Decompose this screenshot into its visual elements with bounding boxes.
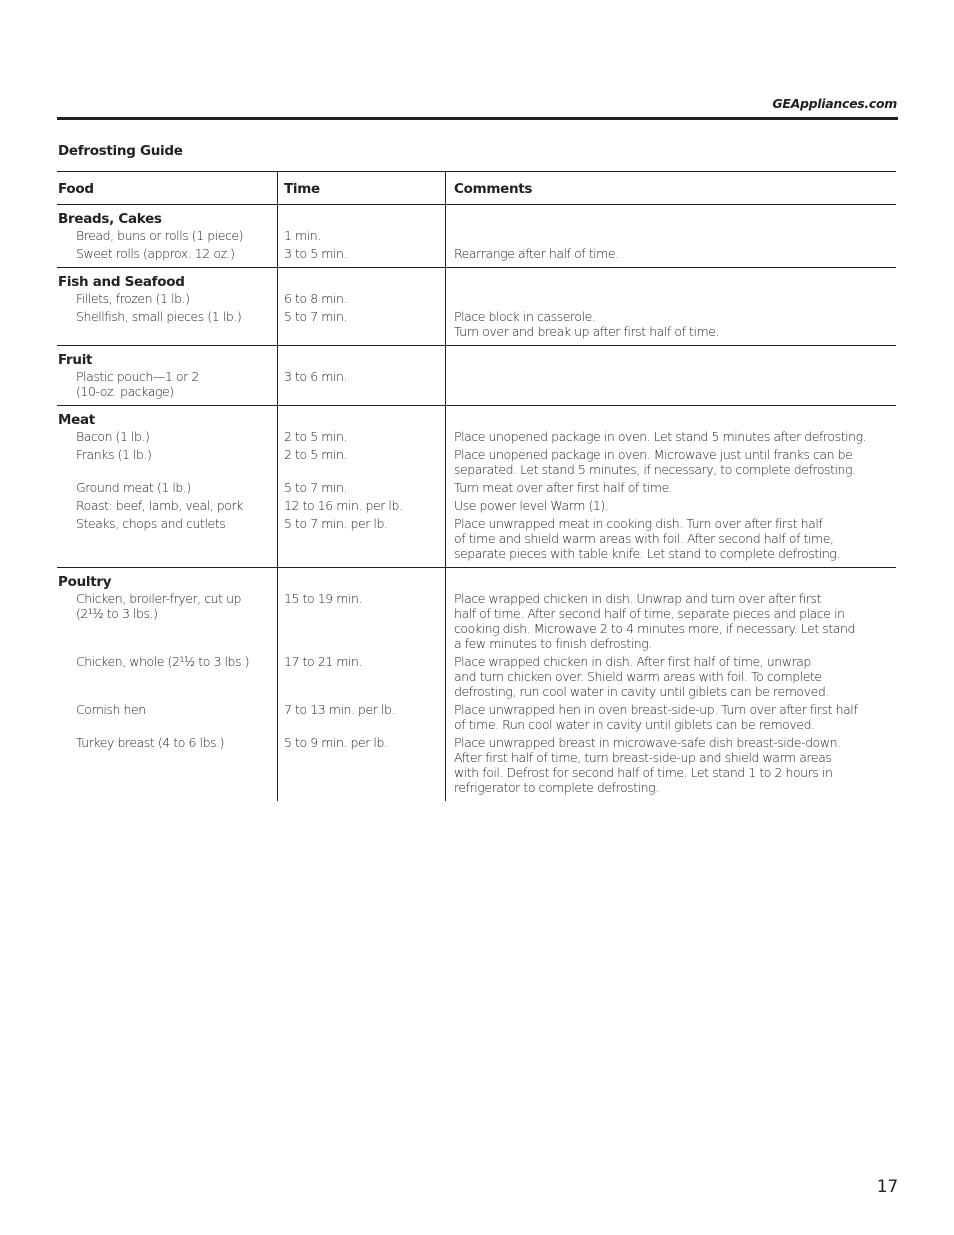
food-line: Roast: beef, lamb, veal, pork <box>76 498 243 513</box>
category-spacer <box>284 411 445 429</box>
time-line <box>284 462 445 477</box>
table-section <box>57 568 896 801</box>
food-line <box>76 750 277 765</box>
page-number: 17 <box>876 1177 898 1197</box>
food-item <box>58 702 277 732</box>
category-spacer <box>454 411 896 429</box>
category-spacer <box>284 351 445 369</box>
comments-cell <box>445 568 896 801</box>
food-item <box>58 291 277 306</box>
comment-line: After first half of time, turn breast-side-up and shield warm areas <box>454 750 832 765</box>
comment-item <box>454 291 896 306</box>
comment-line: Use power level Warm (1). <box>454 498 609 513</box>
time-line <box>284 750 445 765</box>
comment-item <box>454 702 896 732</box>
time-cell <box>277 346 445 405</box>
time-line <box>284 546 445 561</box>
comment-line: Place unopened package in oven. Microwave just until franks can be <box>454 447 853 462</box>
category-spacer <box>454 573 896 591</box>
time-line <box>284 717 445 732</box>
food-line <box>76 531 277 546</box>
food-line: (2¹¹⁄₂ to 3 lbs.) <box>76 606 158 621</box>
comment-item <box>454 447 896 477</box>
time-line: 6 to 8 min. <box>284 291 347 306</box>
category-label: Meat <box>58 412 95 428</box>
food-item <box>58 516 277 561</box>
food-column-header: Food <box>58 181 94 197</box>
comment-line: Rearrange after half of time. <box>454 246 619 261</box>
food-line: Chicken, whole (2¹¹⁄₂ to 3 lbs.) <box>76 654 250 669</box>
defrosting-table <box>57 171 896 801</box>
time-column-header: Time <box>277 172 445 204</box>
comment-line: Place block in casserole. <box>454 309 596 324</box>
table-section <box>57 268 896 346</box>
comment-line: half of time. After second half of time, separate pieces and place in <box>454 606 845 621</box>
comment-line: Place unopened package in oven. Let stand 5 minutes after defrosting. <box>454 429 867 444</box>
time-line: 17 to 21 min. <box>284 654 362 669</box>
food-line: Bacon (1 lb.) <box>76 429 150 444</box>
food-line: Steaks, chops and cutlets <box>76 516 226 531</box>
time-item <box>284 447 445 477</box>
time-cell <box>277 406 445 567</box>
time-cell <box>277 268 445 345</box>
time-line <box>284 636 445 651</box>
comment-line: Place unwrapped hen in oven breast-side-up. Turn over after first half <box>454 702 858 717</box>
time-line: 2 to 5 min. <box>284 447 347 462</box>
food-item <box>58 480 277 495</box>
comments-column-header: Comments <box>445 172 896 204</box>
comment-item <box>454 429 896 444</box>
comment-item <box>454 516 896 561</box>
comment-line: Place unwrapped breast in microwave-safe dish breast-side-down. <box>454 735 841 750</box>
time-item <box>284 228 445 243</box>
time-item <box>284 654 445 699</box>
comment-line <box>454 228 896 243</box>
time-line: 5 to 7 min. <box>284 480 347 495</box>
comment-line: Turn meat over after first half of time. <box>454 480 673 495</box>
comment-line: Place wrapped chicken in dish. After first half of time, unwrap <box>454 654 811 669</box>
time-line <box>284 780 445 795</box>
category-spacer <box>454 210 896 228</box>
food-line: Shellfish, small pieces (1 lb.) <box>76 309 242 324</box>
food-line <box>76 717 277 732</box>
food-line <box>76 621 277 636</box>
comment-line: of time and shield warm areas with foil. After second half of time, <box>454 531 834 546</box>
page-title: Defrosting Guide <box>58 143 183 159</box>
time-line: 15 to 19 min. <box>284 591 362 606</box>
food-line <box>76 462 277 477</box>
comment-line: Turn over and break up after first half of time. <box>454 324 720 339</box>
comment-line: Place wrapped chicken in dish. Unwrap and turn over after first <box>454 591 821 606</box>
site-url: GEAppliances.com <box>772 96 897 111</box>
food-cell <box>57 205 277 267</box>
time-line <box>284 621 445 636</box>
time-line <box>284 384 445 399</box>
comment-line: and turn chicken over. Shield warm areas with foil. To complete <box>454 669 822 684</box>
comment-line <box>454 384 896 399</box>
food-line: Ground meat (1 lb.) <box>76 480 191 495</box>
time-item <box>284 369 445 399</box>
time-line: 5 to 9 min. per lb. <box>284 735 388 750</box>
time-line: 7 to 13 min. per lb. <box>284 702 395 717</box>
category-label: Breads, Cakes <box>58 211 162 227</box>
food-item <box>58 447 277 477</box>
category-spacer <box>454 273 896 291</box>
time-item <box>284 246 445 261</box>
time-line: 5 to 7 min. per lb. <box>284 516 388 531</box>
food-item <box>58 429 277 444</box>
food-line <box>76 636 277 651</box>
food-cell <box>57 406 277 567</box>
comment-line: separate pieces with table knife. Let stand to complete defrosting. <box>454 546 840 561</box>
food-cell <box>57 346 277 405</box>
comment-item <box>454 228 896 243</box>
comment-item <box>454 246 896 261</box>
comment-item <box>454 369 896 399</box>
food-line: Cornish hen <box>76 702 146 717</box>
food-item <box>58 246 277 261</box>
comment-line: Place unwrapped meat in cooking dish. Turn over after first half <box>454 516 823 531</box>
comment-item <box>454 654 896 699</box>
food-line: Fillets, frozen (1 lb.) <box>76 291 190 306</box>
comment-line: a few minutes to finish defrosting. <box>454 636 652 651</box>
food-line: (10-oz. package) <box>76 384 174 399</box>
food-item <box>58 309 277 339</box>
comment-line <box>454 291 896 306</box>
food-item <box>58 498 277 513</box>
food-line <box>76 669 277 684</box>
food-line <box>76 684 277 699</box>
comment-line: with foil. Defrost for second half of time. Let stand 1 to 2 hours in <box>454 765 833 780</box>
time-line: 12 to 16 min. per lb. <box>284 498 403 513</box>
category-spacer <box>284 210 445 228</box>
table-section <box>57 346 896 406</box>
time-line: 5 to 7 min. <box>284 309 347 324</box>
table-section <box>57 205 896 268</box>
time-item <box>284 309 445 339</box>
food-line: Sweet rolls (approx. 12 oz.) <box>76 246 235 261</box>
comment-line: defrosting, run cool water in cavity until giblets can be removed. <box>454 684 829 699</box>
comment-line: separated. Let stand 5 minutes, if necessary, to complete defrosting. <box>454 462 856 477</box>
time-line: 3 to 5 min. <box>284 246 347 261</box>
comment-line <box>454 369 896 384</box>
food-cell <box>57 268 277 345</box>
comment-line: of time. Run cool water in cavity until giblets can be removed. <box>454 717 815 732</box>
time-item <box>284 591 445 651</box>
category-spacer <box>284 573 445 591</box>
table-section <box>57 406 896 568</box>
food-cell <box>57 568 277 801</box>
time-line <box>284 669 445 684</box>
category-spacer <box>284 273 445 291</box>
time-line: 1 min. <box>284 228 321 243</box>
food-line: Turkey breast (4 to 6 lbs.) <box>76 735 225 750</box>
category-label: Fish and Seafood <box>58 274 185 290</box>
comment-line: cooking dish. Microwave 2 to 4 minutes more, if necessary. Let stand <box>454 621 855 636</box>
time-item <box>284 429 445 444</box>
time-item <box>284 735 445 795</box>
time-item <box>284 291 445 306</box>
food-line <box>76 324 277 339</box>
food-line <box>76 765 277 780</box>
time-line <box>284 765 445 780</box>
time-line <box>284 606 445 621</box>
food-item <box>58 654 277 699</box>
category-spacer <box>454 351 896 369</box>
comment-item <box>454 498 896 513</box>
time-line: 3 to 6 min. <box>284 369 347 384</box>
food-line: Plastic pouch—1 or 2 <box>76 369 199 384</box>
food-line: Franks (1 lb.) <box>76 447 152 462</box>
food-line <box>76 780 277 795</box>
table-body <box>57 205 896 801</box>
time-line: 2 to 5 min. <box>284 429 347 444</box>
comment-item <box>454 735 896 795</box>
time-item <box>284 702 445 732</box>
comment-item <box>454 591 896 651</box>
food-item <box>58 591 277 651</box>
time-cell <box>277 205 445 267</box>
food-item <box>58 369 277 399</box>
comment-item <box>454 480 896 495</box>
time-line <box>284 531 445 546</box>
time-item <box>284 480 445 495</box>
comment-item <box>454 309 896 339</box>
food-line: Chicken, broiler-fryer, cut up <box>76 591 242 606</box>
time-cell <box>277 568 445 801</box>
comments-cell <box>445 346 896 405</box>
time-line <box>284 324 445 339</box>
time-line <box>284 684 445 699</box>
time-item <box>284 516 445 561</box>
food-line: Bread, buns or rolls (1 piece) <box>76 228 244 243</box>
time-item <box>284 498 445 513</box>
category-label: Poultry <box>58 574 112 590</box>
food-item <box>58 735 277 795</box>
table-header <box>57 171 896 205</box>
comment-line: refrigerator to complete defrosting. <box>454 780 659 795</box>
category-label: Fruit <box>58 352 93 368</box>
food-line <box>76 546 277 561</box>
food-item <box>58 228 277 243</box>
comments-cell <box>445 406 896 567</box>
comments-cell <box>445 205 896 267</box>
header-rule <box>57 117 898 120</box>
comments-cell <box>445 268 896 345</box>
